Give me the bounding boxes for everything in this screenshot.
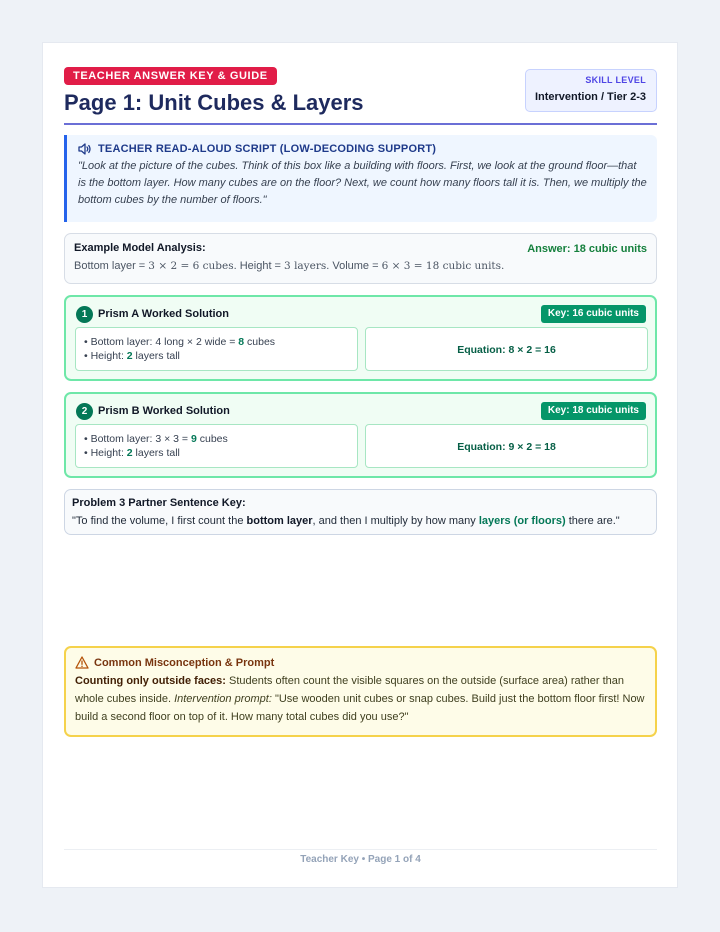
equation-text: Equation: 8 × 2 = 16: [457, 344, 556, 356]
example-model-analysis: [64, 233, 657, 284]
page-header: [64, 67, 657, 125]
prism-number-badge: 1: [76, 306, 93, 323]
height-step: • Height: 2 layers tall: [84, 447, 180, 459]
page-title: Page 1: Unit Cubes & Layers: [64, 90, 364, 115]
read-aloud-script: [64, 135, 657, 222]
prism-steps: [75, 327, 358, 371]
prism-key-badge: Key: 16 cubic units: [541, 305, 646, 323]
model-title: Example Model Analysis:: [74, 242, 206, 254]
height-step: • Height: 2 layers tall: [84, 350, 180, 362]
prism-title: Prism B Worked Solution: [98, 405, 230, 417]
misconception-text: Counting only outside faces: Students often count the visible squares on the outside (surface area) rather than whole cubes inside. Intervention prompt: "Use wooden unit cubes or snap cubes. Build just the bottom floor first! Now build a second floor on top of it. How many total cubes did you use?": [75, 675, 645, 723]
bottom-layer-step: • Bottom layer: 4 long × 2 wide = 8 cubes: [84, 336, 276, 348]
prism-equation: [365, 424, 648, 468]
model-bottom-label: Bottom layer =: [74, 260, 149, 272]
model-bottom-math: 3 × 2 = 6 cubes: [148, 260, 234, 272]
model-height-math: 3 layers: [284, 260, 327, 272]
model-answer: Answer: 18 cubic units: [527, 243, 647, 255]
warning-icon: [75, 656, 89, 669]
prism-steps: [75, 424, 358, 468]
read-aloud-heading: TEACHER READ-ALOUD SCRIPT (LOW-DECODING SUPPORT): [98, 143, 437, 155]
model-volume-math: 6 × 3 = 18 cubic units.: [381, 260, 505, 272]
page-footer: Teacher Key • Page 1 of 4: [64, 849, 657, 865]
prism-equation: [365, 327, 648, 371]
partner-title: Problem 3 Partner Sentence Key:: [72, 497, 246, 509]
partner-sentence-key: [64, 489, 657, 535]
model-text: [74, 260, 647, 272]
answer-key-page: [42, 42, 678, 888]
prism-b-solution: [64, 392, 657, 478]
partner-sentence: "To find the volume, I first count the bottom layer, and then I multiply by how many layers (or floors) there are.": [72, 515, 620, 527]
misconception-callout: [64, 646, 657, 737]
prism-title: Prism A Worked Solution: [98, 308, 229, 320]
model-height-label: . Height =: [233, 260, 285, 272]
model-volume-label: . Volume =: [326, 260, 382, 272]
prism-number-badge: 2: [76, 403, 93, 420]
misconception-heading: Common Misconception & Prompt: [94, 656, 275, 669]
skill-level-label: SKILL LEVEL: [585, 75, 646, 85]
skill-level-value: Intervention / Tier 2-3: [534, 91, 646, 103]
read-aloud-text: "Look at the picture of the cubes. Think of this box like a building with floors. First, we look at the ground floor—that is the bottom layer. How many cubes are on the floor? Next, we count how many floors tall it is. Then, we multiply the bottom cubes by the number of floors.": [78, 160, 647, 206]
speaker-icon: [78, 143, 92, 155]
skill-level-box: [525, 69, 657, 112]
equation-text: Equation: 9 × 2 = 18: [457, 441, 556, 453]
prism-a-solution: [64, 295, 657, 381]
prism-key-badge: Key: 18 cubic units: [541, 402, 646, 420]
bottom-layer-step: • Bottom layer: 3 × 3 = 9 cubes: [84, 433, 228, 445]
teacher-key-badge: TEACHER ANSWER KEY & GUIDE: [64, 67, 277, 85]
